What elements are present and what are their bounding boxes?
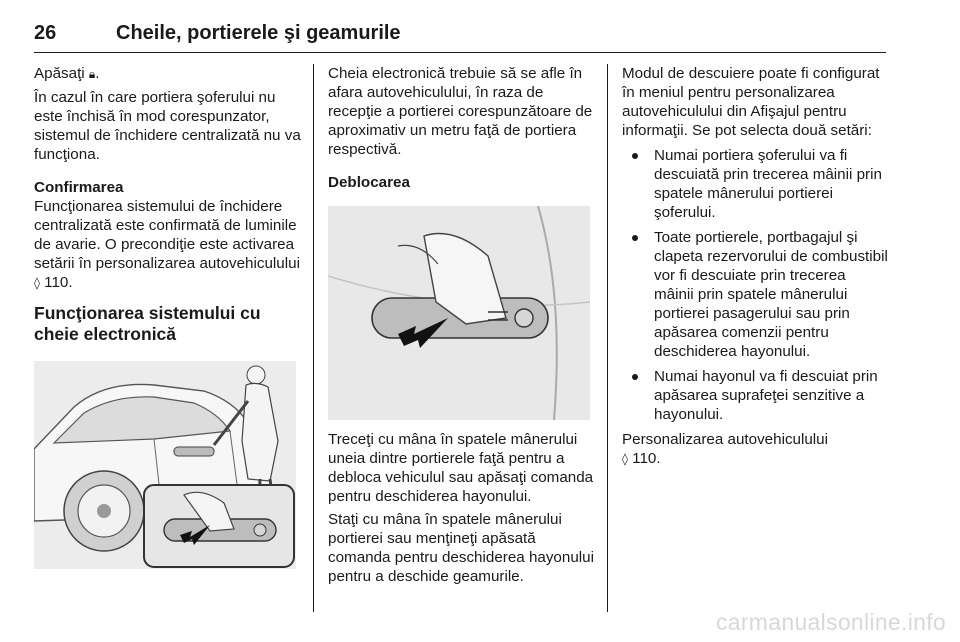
bullet-list: [622, 146, 888, 424]
page-reference[interactable]: 110.: [39, 274, 73, 291]
paragraph: Modul de descuiere poate fi configurat în meniul pentru personalizarea autovehiculului din Afişajul pentru informaţii. Se pot selecta două setări:: [622, 65, 880, 139]
page-title: Cheile, portierele şi geamurile: [116, 22, 401, 44]
section-heading: Funcţionarea sistemului cu cheie electronică: [34, 303, 261, 344]
paragraph: [34, 64, 302, 84]
column-middle: [328, 64, 594, 590]
watermark: carmanualsonline.info: [715, 609, 946, 635]
column-divider: [607, 64, 608, 612]
paragraph: Treceţi cu mâna în spatele mânerului uneia dintre portierele faţă pentru a debloca vehiculul sau apăsaţi comanda pentru deschiderea hayonului.: [328, 431, 594, 505]
paragraph: [622, 430, 888, 469]
paragraph: Cheia electronică trebuie să se afle în afara autovehiculului, în raza de recepţie a portierei corespunzătoare de aproximativ un metru faţă de portiera respectivă.: [328, 65, 593, 158]
paragraph: Staţi cu mâna în spatele mânerului portierei sau menţineţi apăsată comanda pentru deschiderea hayonului pentru a deschide geamurile.: [328, 511, 594, 585]
subheading-unlocking: Deblocarea: [328, 174, 410, 191]
list-item-text: Toate portierele, portbagajul şi clapeta rezervorului de combustibil vor fi descuiate prin trecerea mâinii prin spatele mânerului portierei pasagerului sau prin apăsarea comenzii pentru deschiderea hayonului.: [654, 229, 888, 360]
paragraph: [34, 197, 302, 293]
subheading-confirmation: Confirmarea: [34, 179, 124, 196]
column-right: [622, 64, 888, 473]
paragraph: În cazul în care portiera şoferului nu este închisă în mod corespunzator, sistemul de închidere centralizată nu va funcţiona.: [34, 89, 301, 163]
bullet-icon: [632, 374, 638, 380]
bullet-icon: [632, 235, 638, 241]
column-divider: [313, 64, 314, 612]
page-reference-icon: ◊: [622, 452, 628, 466]
page-header: [34, 22, 886, 53]
list-item: [622, 228, 888, 361]
page-reference-icon: ◊: [34, 276, 40, 290]
bullet-icon: [632, 153, 638, 159]
paragraph-text: Apăsaţi: [34, 65, 89, 82]
column-left: [34, 64, 302, 569]
list-item-text: Numai portiera şoferului va fi descuiată prin trecerea mâinii prin spatele mânerului portierei şoferului.: [654, 147, 882, 221]
door-handle-illustration: [328, 206, 590, 420]
paragraph-text: .: [95, 65, 100, 82]
lock-icon: 🔒︎: [88, 67, 96, 81]
page-number: 26: [34, 22, 57, 44]
paragraph-text: Funcţionarea sistemului de închidere centralizată este confirmată de luminile de avarie. O precondiţie este activarea setării în personalizarea autovehiculului: [34, 198, 300, 272]
car-illustration: [34, 361, 296, 569]
paragraph-text: Personalizarea autovehiculului: [622, 431, 829, 448]
list-item: [622, 367, 888, 424]
page-reference[interactable]: 110.: [627, 450, 661, 467]
list-item: [622, 146, 888, 222]
list-item-text: Numai hayonul va fi descuiat prin apăsarea suprafeţei senzitive a hayonului.: [654, 368, 878, 423]
